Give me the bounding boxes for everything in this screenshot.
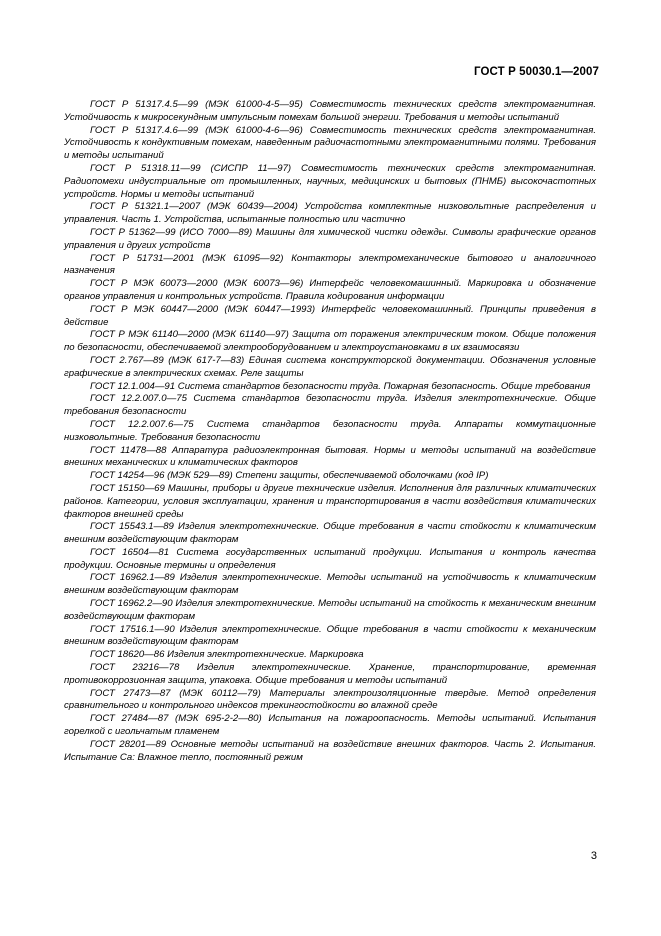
reference-entry: ГОСТ 28201—89 Основные методы испытаний на воздействие внешних факторов. Часть 2. Испытания. Испытание Са: Влажное тепло, постоянный режим	[64, 738, 596, 763]
reference-entry: ГОСТ 14254—96 (МЭК 529—89) Степени защиты, обеспечиваемой оболочками (код IP)	[90, 470, 489, 482]
reference-entry: ГОСТ 11478—88 Аппаратура радиоэлектронная бытовая. Нормы и методы испытаний на воздействие внешних механических и климатических факторов	[64, 444, 596, 469]
reference-entry: ГОСТ 12.1.004—91 Система стандартов безопасности труда. Пожарная безопасность. Общие требования	[90, 380, 591, 392]
reference-entry: ГОСТ 12.2.007.6—75 Система стандартов безопасности труда. Аппараты коммутационные низковольтные. Требования безопасности	[64, 418, 596, 443]
reference-entry: ГОСТ 12.2.007.0—75 Система стандартов безопасности труда. Изделия электротехнические. Общие требования безопасности	[64, 393, 596, 418]
reference-entry: ГОСТ Р 51731—2001 (МЭК 61095—92) Контакторы электромеханические бытового и аналогичного назначения	[64, 252, 596, 277]
reference-entry: ГОСТ 15150—69 Машины, приборы и другие технические изделия. Исполнения для различных климатических районов. Категории, условия эксплуатации, хранения и транспортирования в части воздействия климатических факторов внешней среды	[64, 482, 596, 520]
reference-entry: ГОСТ Р МЭК 60447—2000 (МЭК 60447—1993) Интерфейс человекомашинный. Принципы приведения в действие	[64, 303, 596, 328]
reference-entry: ГОСТ 27473—87 (МЭК 60112—79) Материалы электроизоляционные твердые. Метод определения сравнительного и контрольного индексов трекингостойкости во влажной среде	[64, 687, 596, 712]
page-number: 3	[590, 850, 597, 862]
reference-entry: ГОСТ Р 51321.1—2007 (МЭК 60439—2004) Устройства комплектные низковольтные распределения и управления. Часть 1. Устройства, испытанные полностью или частично	[64, 201, 596, 226]
reference-entry: ГОСТ 27484—87 (МЭК 695-2-2—80) Испытания на пожароопасность. Методы испытаний. Испытания горелкой с игольчатым пламенем	[64, 713, 596, 738]
reference-entry: ГОСТ Р 51362—99 (ИСО 7000—89) Машины для химической чистки одежды. Символы графические органов управления и других устройств	[64, 226, 596, 251]
reference-entry: ГОСТ 18620—86 Изделия электротехнические. Маркировка	[90, 649, 364, 661]
reference-entry: ГОСТ Р МЭК 60073—2000 (МЭК 60073—96) Интерфейс человекомашинный. Маркировка и обозначение органов управления и контрольных устройств. Правила кодирования информации	[64, 278, 596, 302]
reference-entry: ГОСТ 17516.1—90 Изделия электротехнические. Общие требования в части стойкости к механическим внешним воздействующим факторам	[64, 623, 596, 648]
document-code-header: ГОСТ Р 50030.1—2007	[474, 66, 599, 78]
reference-entry: ГОСТ 16962.1—89 Изделия электротехнические. Методы испытаний на устойчивость к климатическим внешним воздействующим факторам	[64, 572, 596, 597]
reference-entry: ГОСТ Р 51318.11—99 (СИСПР 11—97) Совместимость технических средств электромагнитная. Радиопомехи индустриальные от промышленных, научных, медицинских и бытовых (ПНМБ) высокочастотных устройств. Нормы и методы испытаний	[64, 162, 596, 200]
reference-entry: ГОСТ 16504—81 Система государственных испытаний продукции. Испытания и контроль качества продукции. Основные термины и определения	[64, 546, 596, 571]
normative-references-list	[64, 99, 596, 764]
reference-entry: ГОСТ 16962.2—90 Изделия электротехнические. Методы испытаний на стойкость к механическим внешним воздействующим факторам	[64, 598, 596, 622]
reference-entry: ГОСТ 15543.1—89 Изделия электротехнические. Общие требования в части стойкости к климатическим внешним воздействующим факторам	[64, 521, 596, 546]
reference-entry: ГОСТ 2.767—89 (МЭК 617-7—83) Единая система конструкторской документации. Обозначения условные графические в электрических схемах. Реле защиты	[64, 354, 596, 379]
reference-entry: ГОСТ Р МЭК 61140—2000 (МЭК 61140—97) Защита от поражения электрическим током. Общие положения по безопасности, обеспечиваемой электрооборудованием и электроустановками в их взаимосвязи	[64, 329, 596, 354]
reference-entry: ГОСТ 23216—78 Изделия электротехнические. Хранение, транспортирование, временная противокоррозионная защита, упаковка. Общие требования и методы испытаний	[64, 662, 596, 686]
reference-entry: ГОСТ Р 51317.4.5—99 (МЭК 61000-4-5—95) Совместимость технических средств электромагнитная. Устойчивость к микросекундным импульсным помехам большой энергии. Требования и методы испытаний	[64, 99, 596, 123]
reference-entry: ГОСТ Р 51317.4.6—99 (МЭК 61000-4-6—96) Совместимость технических средств электромагнитная. Устойчивость к кондуктивным помехам, наведенным радиочастотными электромагнитными полями. Требования и методы испытаний	[64, 124, 596, 162]
